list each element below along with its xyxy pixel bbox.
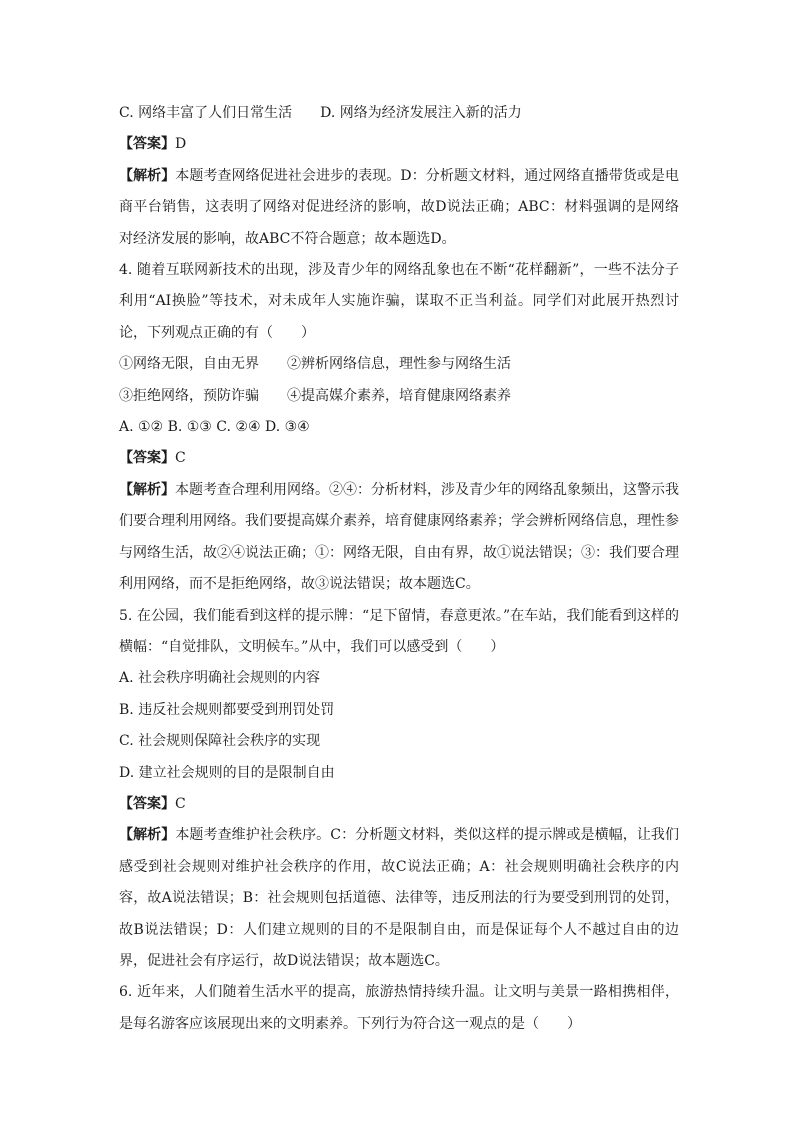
q3-answer <box>119 129 679 160</box>
answer-label: 【答案】 <box>119 136 175 153</box>
q4-stem: 4. 随着互联网新技术的出现，涉及青少年的网络乱象也在不断“花样翻新”，一些不法分子利用“AI换脸”等技术，对未成年人实施诈骗，谋取不正当利益。同学们对此展开热烈讨论，下列观点正确的有（ ） <box>119 262 679 341</box>
q5-analysis <box>119 820 679 977</box>
answer-label: 【答案】 <box>119 450 175 467</box>
analysis-text: 本题考查网络促进社会进步的表现。D：分析题文材料，通过网络直播带货或是电商平台销售，这表明了网络对促进经济的影响，故D说法正确；ABC：材料强调的是网络对经济发展的影响，故ABC不符合题意；故本题选D。 <box>119 167 680 247</box>
q5-option-d: D. 建立社会规则的目的是限制自由 <box>119 764 335 781</box>
answer-value: D <box>175 136 187 153</box>
q4-statements-12: ①网络无限，自由无界 ②辨析网络信息，理性参与网络生活 <box>119 356 511 373</box>
q6-stem: 6. 近年来，人们随着生活水平的提高，旅游热情持续升温。让文明与美景一路相携相伴，是每名游客应该展现出来的文明素养。下列行为符合这一观点的是（ ） <box>119 984 679 1032</box>
analysis-label: 【解析】 <box>119 827 176 844</box>
answer-value: C <box>175 450 186 467</box>
q5-stem: 5. 在公园，我们能看到这样的提示牌：“足下留情，春意更浓。”在车站，我们能看到这样的横幅：“自觉排队，文明候车。”从中，我们可以感受到（ ） <box>119 607 679 655</box>
answer-value: C <box>175 795 186 812</box>
q5-option-b: B. 违反社会规则都要受到刑罚处罚 <box>119 701 335 718</box>
q4-analysis <box>119 475 679 601</box>
analysis-text: 本题考查维护社会秩序。C：分析题文材料，类似这样的提示牌或是横幅，让我们感受到社会规则对维护社会秩序的作用，故C说法正确；A：社会规则明确社会秩序的内容，故A说法错误；B：社会规则包括道德、法律等，违反刑法的行为要受到刑罚的处罚，故B说法错误；D：人们建立规则的目的不是限制自由，而是保证每个人不越过自由的边界，促进社会有序运行，故D说法错误；故本题选C。 <box>119 827 679 969</box>
q5-option-c: C. 社会规则保障社会秩序的实现 <box>119 733 321 750</box>
q4-options: A. ①② B. ①③ C. ②④ D. ③④ <box>119 419 310 436</box>
analysis-label: 【解析】 <box>119 481 175 498</box>
analysis-label: 【解析】 <box>119 167 176 184</box>
analysis-text: 本题考查合理利用网络。②④：分析材料，涉及青少年的网络乱象频出，这警示我们要合理利用网络。我们要提高媒介素养，培育健康网络素养；学会辨析网络信息，理性参与网络生活，故②④说法正确；①：网络无限，自由有界，故①说法错误；③：我们要合理利用网络，而不是拒绝网络，故③说法错误；故本题选C。 <box>119 481 679 593</box>
q4-answer <box>119 443 679 474</box>
q4-statements-34: ③拒绝网络，预防诈骗 ④提高媒介素养，培育健康网络素养 <box>119 387 511 404</box>
q5-option-a: A. 社会秩序明确社会规则的内容 <box>119 670 321 687</box>
q3-options-cd: C. 网络丰富了人们日常生活 D. 网络为经济发展注入新的活力 <box>119 105 522 121</box>
answer-label: 【答案】 <box>119 795 175 812</box>
document-page <box>119 98 679 1040</box>
q3-analysis <box>119 161 679 255</box>
q5-answer <box>119 789 679 820</box>
